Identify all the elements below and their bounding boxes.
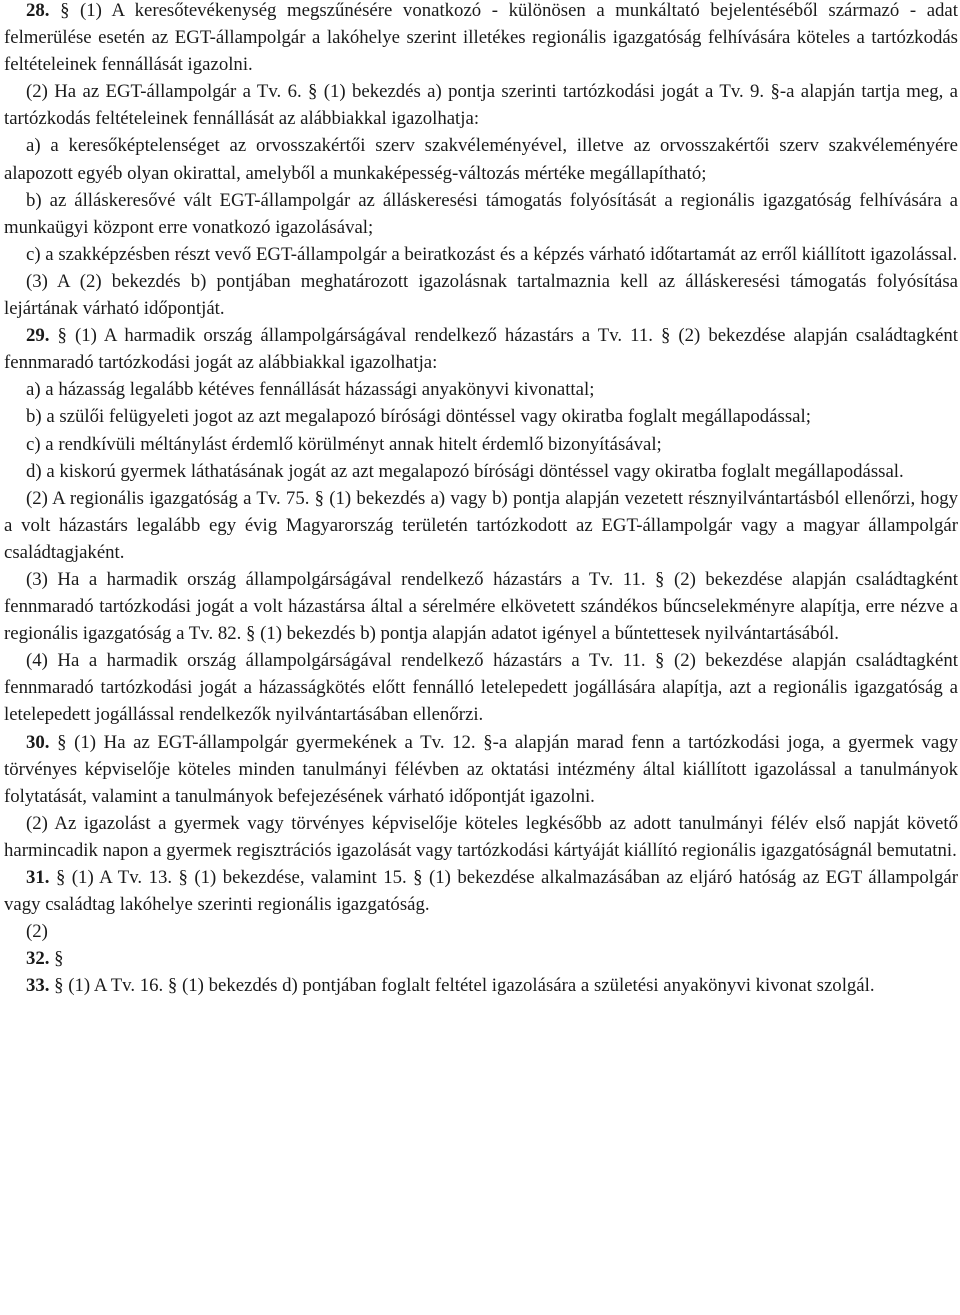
paragraph-text: § (1) A keresőtevékenység megszűnésére vonatkozó - különösen a munkáltató bejelentéséből származó - adat felmerülése esetén az EGT-állampolgár a lakóhelye szerint illetékes regionális igazgatóság felhívására köteles a tartózkodás feltételeinek fennállását igazolni. (4, 0, 958, 76)
paragraph-text: a) a házasság legalább kétéves fennállását házassági anyakönyvi kivonattal; (26, 379, 595, 401)
paragraph-text: (2) Ha az EGT-állampolgár a Tv. 6. § (1) bekezdés a) pontja szerinti tartózkodási jogát a Tv. 9. §-a alapján tartja meg, a tartózkodás feltételeinek fennállását az alábbiakkal igazolhatja: (4, 81, 958, 130)
paragraph-28-3 (4, 268, 958, 322)
paragraph-28-2 (4, 78, 958, 132)
paragraph-text: b) a szülői felügyeleti jogot az azt megalapozó bírósági döntéssel vagy okiratba foglalt megállapodással; (26, 406, 811, 428)
paragraph-text: (3) Ha a harmadik ország állampolgárságával rendelkező házastárs a Tv. 11. § (2) bekezdése alapján családtagként fennmaradó tartózkodási jogát a volt házastársa által a sérelmére elkövetett szándékos bűncselekményre alapítja, erre nézve a regionális igazgatóság a Tv. 82. § (1) bekezdés b) pontja alapján adatot igényel a bűntettesek nyilvántartásából. (4, 568, 958, 645)
paragraph-29-1c (4, 431, 958, 458)
paragraph-text: (2) (26, 921, 48, 943)
section-number: 30. (26, 731, 50, 753)
paragraph-text: § (1) A Tv. 16. § (1) bekezdés d) pontjában foglalt feltétel igazolására a születési anyakönyvi kivonat szolgál. (49, 975, 875, 997)
paragraph-text: c) a rendkívüli méltánylást érdemlő körülményt annak hitelt érdemlő bizonyításával; (26, 433, 662, 455)
paragraph-text: (3) A (2) bekezdés b) pontjában meghatározott igazolásnak tartalmaznia kell az álláskeresési támogatás folyósítása lejártának várható időpontját. (4, 270, 958, 320)
paragraph-text: c) a szakképzésben részt vevő EGT-állampolgár a beiratkozást és a képzés várható időtartamát az erről kiállított igazolással. (26, 243, 958, 265)
section-number: 32. (26, 948, 50, 970)
paragraph-33-1 (4, 972, 958, 999)
paragraph-32 (4, 945, 958, 972)
paragraph-text: a) a keresőképtelenséget az orvosszakértői szerv szakvéleményével, illetve az orvosszakértői szerv szakvéleményére alapozott egyéb olyan okirattal, amelyből a munkaképesség-változás mértéke megállapítható; (4, 135, 958, 184)
paragraph-31-2 (4, 918, 958, 945)
paragraph-text: § (49, 948, 64, 970)
paragraph-28-2a (4, 132, 958, 186)
paragraph-29-2 (4, 485, 958, 566)
paragraph-28-2b (4, 187, 958, 241)
paragraph-text: b) az álláskeresővé vált EGT-állampolgár az álláskeresési támogatás folyósítását a regionális igazgatóság felhívására a munkaügyi központ erre vonatkozó igazolásával; (4, 189, 958, 238)
paragraph-text: (4) Ha a harmadik ország állampolgárságával rendelkező házastárs a Tv. 11. § (2) bekezdése alapján családtagként fennmaradó tartózkodási jogát a házasságkötés előtt fennálló letelepedett jogállására alapítja, azt a regionális igazgatóság a letelepedett jogállással rendelkezők nyilvántartásában ellenőrzi. (4, 650, 958, 726)
paragraph-29-3 (4, 566, 958, 647)
section-number: 33. (26, 975, 50, 997)
paragraph-text: § (1) A harmadik ország állampolgárságával rendelkező házastárs a Tv. 11. § (2) bekezdése alapján családtagként fennmaradó tartózkodási jogát az alábbiakkal igazolhatja: (4, 325, 958, 374)
paragraph-31-1 (4, 864, 958, 918)
paragraph-30-1 (4, 729, 958, 810)
section-number: 29. (26, 325, 50, 347)
paragraph-29-1 (4, 322, 958, 376)
section-number: 28. (26, 0, 50, 21)
paragraph-29-1a (4, 376, 958, 403)
section-number: 31. (26, 867, 50, 888)
paragraph-text: (2) A regionális igazgatóság a Tv. 75. § (1) bekezdés a) vagy b) pontja alapján vezetett résznyilvántartásból ellenőrzi, hogy a volt házastárs legalább egy évig Magyarország területén tartózkodott az EGT-állampolgár vagy a magyar állampolgár családtagjaként. (4, 487, 958, 563)
paragraph-text: § (1) A Tv. 13. § (1) bekezdése, valamint 15. § (1) bekezdése alkalmazásában az eljáró hatóság az EGT állampolgár vagy családtag lakóhelye szerinti regionális igazgatóság. (4, 867, 958, 916)
paragraph-30-2 (4, 810, 958, 864)
paragraph-text: (2) Az igazolást a gyermek vagy törvényes képviselője köteles legkésőbb az adott tanulmányi félév első napját követő harmincadik napon a gyermek regisztrációs igazolását vagy tartózkodási kártyáját kiállító regionális igazgatóságnál bemutatni. (4, 812, 958, 861)
paragraph-text: § (1) Ha az EGT-állampolgár gyermekének a Tv. 12. §-a alapján marad fenn a tartózkodási joga, a gyermek vagy törvényes képviselője köteles minden tanulmányi félévben az oktatási intézmény által kiállított igazolással a tanulmányok folytatását, valamint a tanulmányok befejezésének várható időpontját igazolni. (4, 731, 958, 807)
paragraph-28-1 (4, 0, 958, 78)
paragraph-29-1b (4, 403, 958, 430)
paragraph-29-1d (4, 458, 958, 485)
paragraph-29-4 (4, 647, 958, 728)
paragraph-text: d) a kiskorú gyermek láthatásának jogát az azt megalapozó bírósági döntéssel vagy okiratba foglalt megállapodással. (26, 460, 904, 482)
paragraph-28-2c (4, 241, 958, 268)
